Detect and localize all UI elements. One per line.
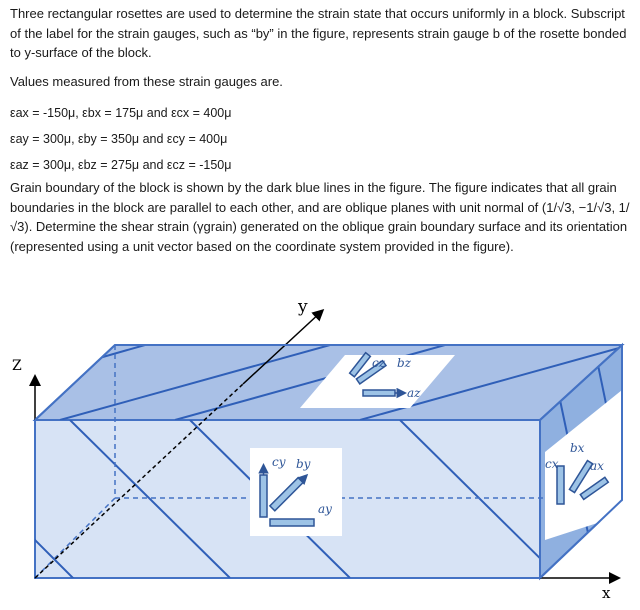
problem-paragraph-values: Values measured from these strain gauges are. (10, 73, 283, 89)
strain-values-y: εay = 300μ, εby = 350μ and εcy = 400μ (10, 132, 228, 146)
gauge-cy-label: cy (272, 455, 286, 469)
strain-values-z: εaz = 300μ, εbz = 275μ and εcz = -150μ (10, 158, 232, 172)
gauge-cy (260, 475, 267, 517)
problem-paragraph-question: Grain boundary of the block is shown by the dark blue lines in the figure. The figure indicates that all grain boundaries in the block are parallel to each other, and are oblique planes with unit normal of (1/√3, −1/√3, 1/√3). Determine the shear strain (γgrain) generated on the oblique grain boundary surface and its orientation (represented using a unit vector based on the coordinate system provided in the figure). (10, 180, 630, 254)
block-figure (0, 290, 640, 605)
x-axis-label: x (602, 584, 611, 602)
block-diagram (0, 290, 640, 605)
gauge-az (363, 390, 395, 396)
problem-paragraph-intro: Three rectangular rosettes are used to determine the strain state that occurs uniformly in a block. Subscript of the label for the strain gauges, such as “by” in the figure, represents strain gauge b of the rosette bonded to y-surface of the block. (10, 6, 627, 60)
gauge-ay-label: ay (318, 502, 332, 516)
gauge-cx-label: cx (545, 457, 559, 471)
gauge-bx-label: bx (570, 441, 585, 455)
z-axis-label: Z (12, 358, 22, 374)
gauge-ay (270, 519, 314, 526)
y-axis-label: y (298, 297, 308, 317)
gauge-bz-label: bz (397, 356, 412, 370)
strain-values-x: εax = -150μ, εbx = 175μ and εcx = 400μ (10, 106, 232, 120)
gauge-cx (557, 466, 564, 504)
gauge-az-label: az (407, 386, 421, 400)
gauge-cz-label: cz (372, 356, 386, 370)
gauge-by-label: by (296, 457, 311, 471)
rosette-y (250, 448, 342, 536)
problem-text (10, 4, 632, 256)
gauge-ax-label: ax (590, 459, 604, 473)
